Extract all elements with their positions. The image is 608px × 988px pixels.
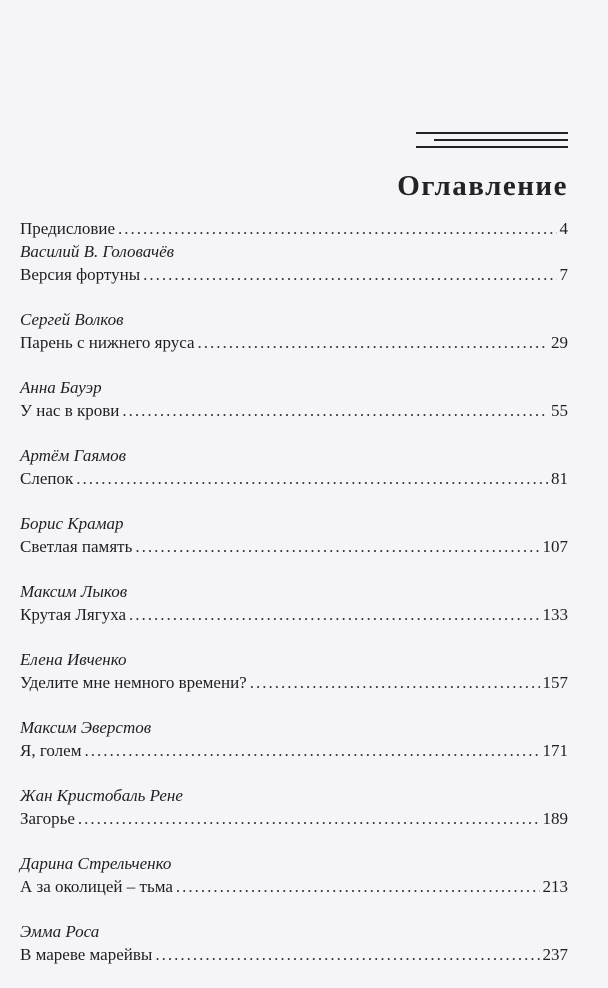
dot-leader xyxy=(176,875,540,898)
toc-entry[interactable] xyxy=(20,399,568,422)
entry-author: Эмма Роса xyxy=(20,922,100,941)
entry-page-number: 133 xyxy=(542,605,568,624)
entry-page-number: 29 xyxy=(551,333,568,352)
entry-page-number: 4 xyxy=(559,219,568,238)
entry-page-number: 237 xyxy=(542,945,568,964)
toc-entry[interactable] xyxy=(20,331,568,354)
dot-leader xyxy=(84,739,539,762)
toc-entry-preface[interactable] xyxy=(20,217,568,240)
entry-author: Жан Кристобаль Рене xyxy=(20,786,183,805)
dot-leader xyxy=(143,263,556,286)
entry-page-number: 7 xyxy=(559,265,568,284)
entry-title: Светлая память xyxy=(20,537,133,556)
dot-leader xyxy=(78,807,540,830)
entry-author: Василий В. Головачёв xyxy=(20,242,175,261)
decorative-rule xyxy=(416,146,568,148)
toc-entry[interactable] xyxy=(20,263,568,286)
entry-title: А за околицей – тьма xyxy=(20,877,173,896)
toc-list xyxy=(20,217,568,988)
dot-leader xyxy=(198,331,548,354)
toc-entry[interactable] xyxy=(20,603,568,626)
decorative-rule xyxy=(416,132,568,134)
dot-leader xyxy=(155,943,539,966)
dot-leader xyxy=(250,671,540,694)
toc-entry[interactable] xyxy=(20,671,568,694)
entry-page-number: 157 xyxy=(542,673,568,692)
entry-title: В мареве марейвы xyxy=(20,945,153,964)
entry-title: Слепок xyxy=(20,469,74,488)
entry-author: Дарина Стрельченко xyxy=(20,854,172,873)
toc-entry[interactable] xyxy=(20,467,568,490)
toc-entry[interactable] xyxy=(20,875,568,898)
toc-entry[interactable] xyxy=(20,807,568,830)
entry-author: Елена Ивченко xyxy=(20,650,127,669)
entry-title: Парень с нижнего яруса xyxy=(20,333,195,352)
entry-author: Артём Гаямов xyxy=(20,446,126,465)
dot-leader xyxy=(135,535,539,558)
entry-page-number: 213 xyxy=(542,877,568,896)
entry-author: Сергей Волков xyxy=(20,310,124,329)
entry-title: Я, голем xyxy=(20,741,82,760)
entry-author: Борис Крамар xyxy=(20,514,124,533)
toc-entry[interactable] xyxy=(20,535,568,558)
decorative-rule xyxy=(434,139,568,141)
entry-page-number: 171 xyxy=(542,741,568,760)
entry-author: Анна Бауэр xyxy=(20,378,102,397)
entry-title: Предисловие xyxy=(20,219,116,238)
dot-leader xyxy=(76,467,548,490)
entry-page-number: 55 xyxy=(551,401,568,420)
dot-leader xyxy=(122,399,548,422)
dot-leader xyxy=(118,217,556,240)
entry-page-number: 107 xyxy=(542,537,568,556)
page-title: Оглавление xyxy=(397,170,568,202)
toc-entry[interactable] xyxy=(20,943,568,966)
dot-leader xyxy=(129,603,539,626)
entry-title: Крутая Лягуха xyxy=(20,605,127,624)
entry-title: Версия фортуны xyxy=(20,265,141,284)
entry-title: У нас в крови xyxy=(20,401,120,420)
entry-title: Уделите мне немного времени? xyxy=(20,673,247,692)
toc-entry[interactable] xyxy=(20,739,568,762)
entry-title: Загорье xyxy=(20,809,75,828)
entry-author: Максим Эверстов xyxy=(20,718,152,737)
entry-author: Максим Лыков xyxy=(20,582,128,601)
entry-page-number: 189 xyxy=(542,809,568,828)
entry-page-number: 81 xyxy=(551,469,568,488)
